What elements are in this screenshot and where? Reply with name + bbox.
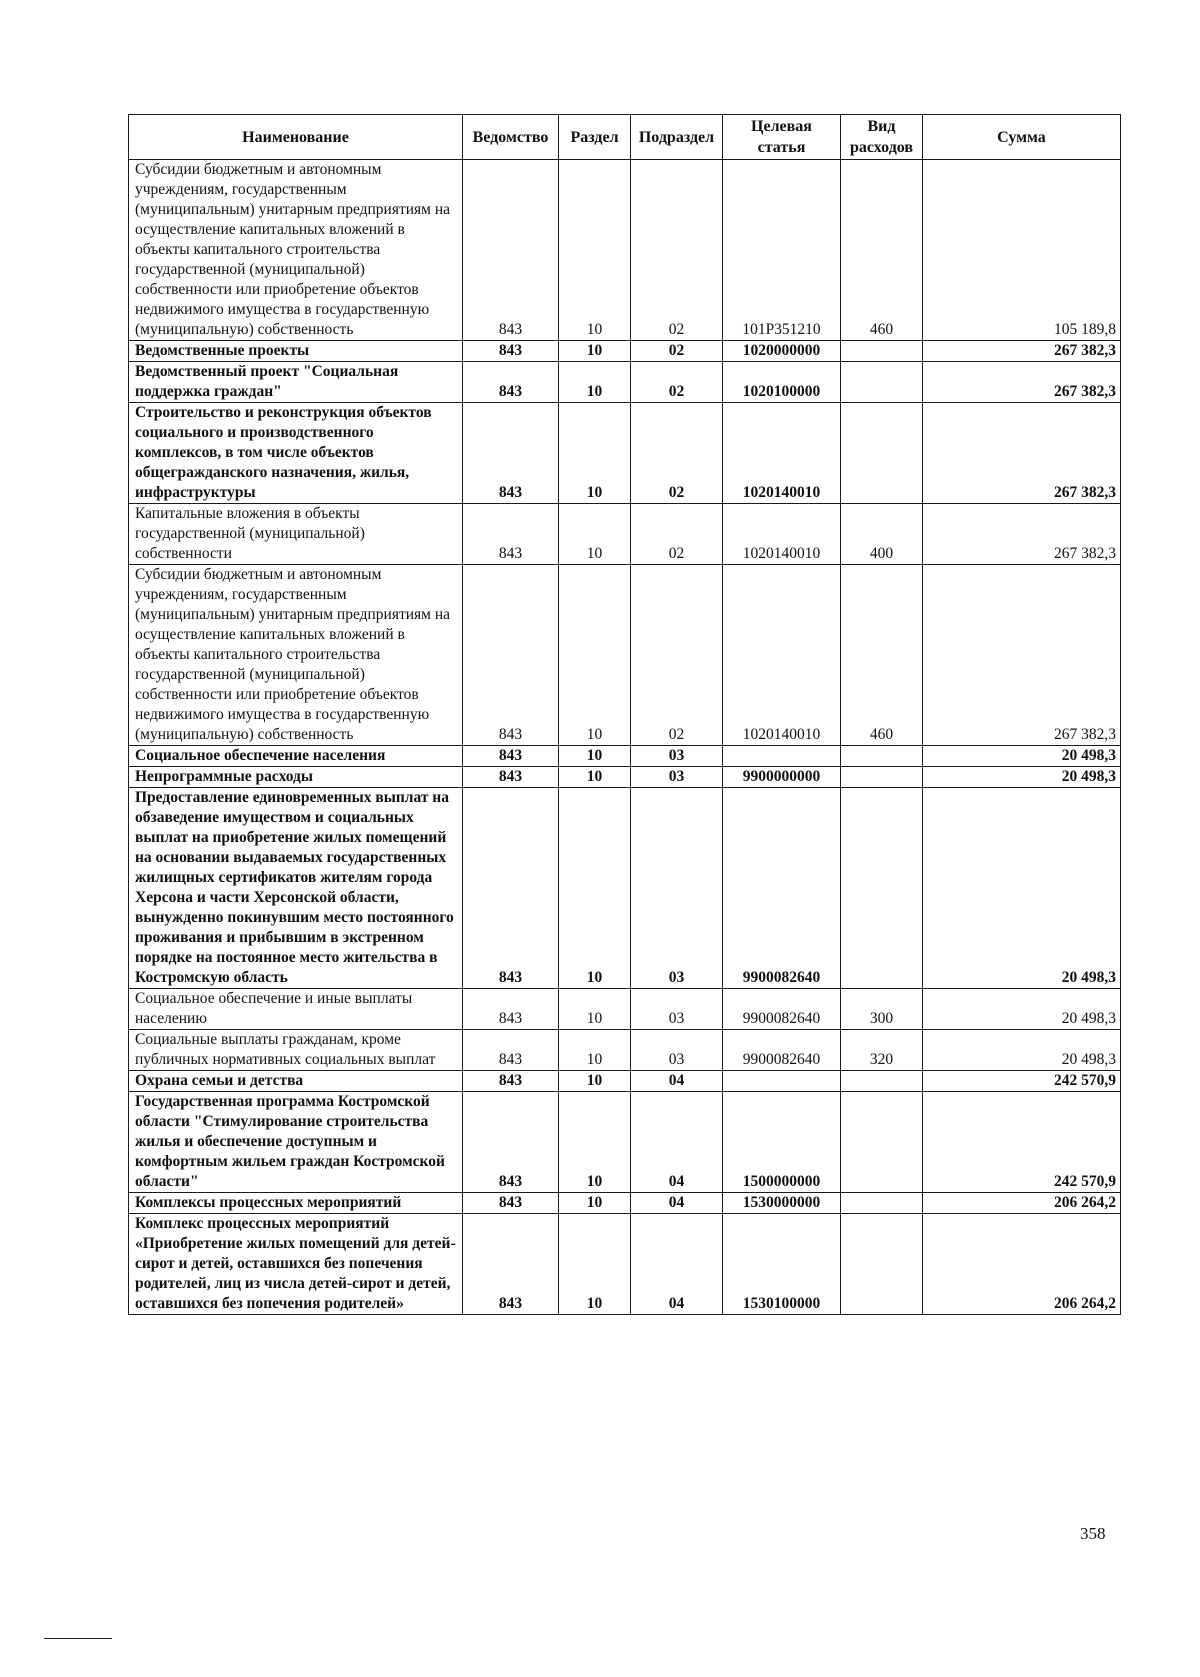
cell-dept: 843 [463,565,559,746]
cell-section: 10 [559,989,631,1030]
table-row [129,504,1121,565]
cell-dept: 843 [463,746,559,767]
cell-name: Капитальные вложения в объекты государственной (муниципальной) собственности [129,504,463,565]
cell-type: 300 [841,989,923,1030]
table-row [129,1214,1121,1315]
table-row [129,1193,1121,1214]
cell-sum: 206 264,2 [923,1193,1121,1214]
cell-sum: 267 382,3 [923,565,1121,746]
cell-type: 460 [841,565,923,746]
footer-rule [44,1638,112,1639]
cell-subsection: 02 [631,565,723,746]
table-row [129,341,1121,362]
table-row [129,160,1121,341]
cell-dept: 843 [463,362,559,403]
cell-name: Предоставление единовременных выплат на обзаведение имуществом и социальных выплат на приобретение жилых помещений на основании выдаваемых государственных жилищных сертификатов жителям города Херсона и части Херсонской области, вынужденно покинувшим место постоянного проживания и прибывшим в экстренном порядке на постоянное место жительства в Костромскую область [129,788,463,989]
cell-subsection: 03 [631,746,723,767]
cell-type [841,1193,923,1214]
cell-name: Субсидии бюджетным и автономным учреждениям, государственным (муниципальным) унитарным предприятиям на осуществление капитальных вложений в объекты капитального строительства государственной (муниципальной) собственности или приобретение объектов недвижимого имущества в государственную (муниципальную) собственность [129,565,463,746]
cell-sum: 20 498,3 [923,1030,1121,1071]
cell-subsection: 02 [631,403,723,504]
cell-type [841,362,923,403]
cell-dept: 843 [463,989,559,1030]
cell-type: 320 [841,1030,923,1071]
cell-dept: 843 [463,1071,559,1092]
cell-section: 10 [559,746,631,767]
col-header-name: Наименование [129,115,463,160]
cell-dept: 843 [463,767,559,788]
table-row [129,403,1121,504]
table-row [129,746,1121,767]
table-row [129,1030,1121,1071]
cell-target [723,1071,841,1092]
cell-name: Субсидии бюджетным и автономным учреждениям, государственным (муниципальным) унитарным предприятиям на осуществление капитальных вложений в объекты капитального строительства государственной (муниципальной) собственности или приобретение объектов недвижимого имущества в государственную (муниципальную) собственность [129,160,463,341]
cell-section: 10 [559,788,631,989]
cell-sum: 267 382,3 [923,504,1121,565]
cell-target: 1020000000 [723,341,841,362]
cell-sum: 242 570,9 [923,1071,1121,1092]
cell-dept: 843 [463,504,559,565]
cell-target: 1020140010 [723,565,841,746]
cell-type [841,746,923,767]
table-row [129,565,1121,746]
table-row [129,362,1121,403]
cell-section: 10 [559,1030,631,1071]
cell-name: Социальные выплаты гражданам, кроме публичных нормативных социальных выплат [129,1030,463,1071]
cell-target: 9900000000 [723,767,841,788]
cell-target: 1020100000 [723,362,841,403]
cell-subsection: 04 [631,1214,723,1315]
cell-type [841,341,923,362]
cell-name: Ведомственный проект "Социальная поддержка граждан" [129,362,463,403]
cell-dept: 843 [463,1214,559,1315]
cell-section: 10 [559,767,631,788]
cell-sum: 267 382,3 [923,341,1121,362]
cell-type [841,767,923,788]
cell-type [841,403,923,504]
cell-type [841,1071,923,1092]
cell-target: 1530100000 [723,1214,841,1315]
col-header-subsection: Подраздел [631,115,723,160]
budget-table [128,114,1121,1315]
cell-type: 400 [841,504,923,565]
col-header-sum: Сумма [923,115,1121,160]
cell-sum: 105 189,8 [923,160,1121,341]
cell-sum: 20 498,3 [923,767,1121,788]
cell-name: Социальное обеспечение населения [129,746,463,767]
cell-name: Непрограммные расходы [129,767,463,788]
cell-dept: 843 [463,160,559,341]
cell-dept: 843 [463,1092,559,1193]
col-header-section: Раздел [559,115,631,160]
cell-name: Охрана семьи и детства [129,1071,463,1092]
table-row [129,788,1121,989]
cell-section: 10 [559,1071,631,1092]
cell-sum: 206 264,2 [923,1214,1121,1315]
header-row [129,115,1121,160]
cell-dept: 843 [463,403,559,504]
cell-target: 9900082640 [723,989,841,1030]
cell-subsection: 02 [631,362,723,403]
cell-name: Комплексы процессных мероприятий [129,1193,463,1214]
cell-target: 1500000000 [723,1092,841,1193]
cell-sum: 267 382,3 [923,362,1121,403]
cell-subsection: 02 [631,341,723,362]
cell-sum: 20 498,3 [923,788,1121,989]
cell-name: Комплекс процессных мероприятий «Приобретение жилых помещений для детей-сирот и детей, оставшихся без попечения родителей, лиц из числа детей-сирот и детей, оставшихся без попечения родителей» [129,1214,463,1315]
cell-name: Ведомственные проекты [129,341,463,362]
cell-target: 101Р351210 [723,160,841,341]
col-header-type: Вид расходов [841,115,923,160]
cell-name: Социальное обеспечение и иные выплаты населению [129,989,463,1030]
cell-subsection: 03 [631,1030,723,1071]
cell-section: 10 [559,403,631,504]
cell-type: 460 [841,160,923,341]
cell-subsection: 03 [631,989,723,1030]
cell-dept: 843 [463,788,559,989]
cell-subsection: 04 [631,1193,723,1214]
col-header-target: Целевая статья [723,115,841,160]
cell-target: 9900082640 [723,1030,841,1071]
cell-name: Государственная программа Костромской области "Стимулирование строительства жилья и обеспечение доступным и комфортным жильем граждан Костромской области" [129,1092,463,1193]
cell-type [841,788,923,989]
table-row [129,989,1121,1030]
cell-subsection: 02 [631,504,723,565]
cell-sum: 267 382,3 [923,403,1121,504]
cell-subsection: 02 [631,160,723,341]
cell-section: 10 [559,1193,631,1214]
cell-dept: 843 [463,341,559,362]
cell-type [841,1214,923,1315]
cell-sum: 242 570,9 [923,1092,1121,1193]
cell-section: 10 [559,160,631,341]
cell-target [723,746,841,767]
cell-name: Строительство и реконструкция объектов социального и производственного комплексов, в том числе объектов общегражданского назначения, жилья, инфраструктуры [129,403,463,504]
cell-target: 1530000000 [723,1193,841,1214]
table-row [129,1092,1121,1193]
cell-subsection: 04 [631,1092,723,1193]
cell-subsection: 03 [631,788,723,989]
cell-section: 10 [559,565,631,746]
cell-type [841,1092,923,1193]
table-body [129,160,1121,1315]
page-number: 358 [1080,1524,1106,1543]
cell-target: 1020140010 [723,403,841,504]
cell-subsection: 04 [631,1071,723,1092]
col-header-dept: Ведомство [463,115,559,160]
cell-section: 10 [559,1092,631,1193]
cell-sum: 20 498,3 [923,989,1121,1030]
cell-subsection: 03 [631,767,723,788]
cell-section: 10 [559,504,631,565]
cell-section: 10 [559,341,631,362]
table-row [129,1071,1121,1092]
cell-section: 10 [559,1214,631,1315]
cell-section: 10 [559,362,631,403]
cell-dept: 843 [463,1030,559,1071]
cell-dept: 843 [463,1193,559,1214]
cell-target: 1020140010 [723,504,841,565]
cell-sum: 20 498,3 [923,746,1121,767]
cell-target: 9900082640 [723,788,841,989]
table-row [129,767,1121,788]
